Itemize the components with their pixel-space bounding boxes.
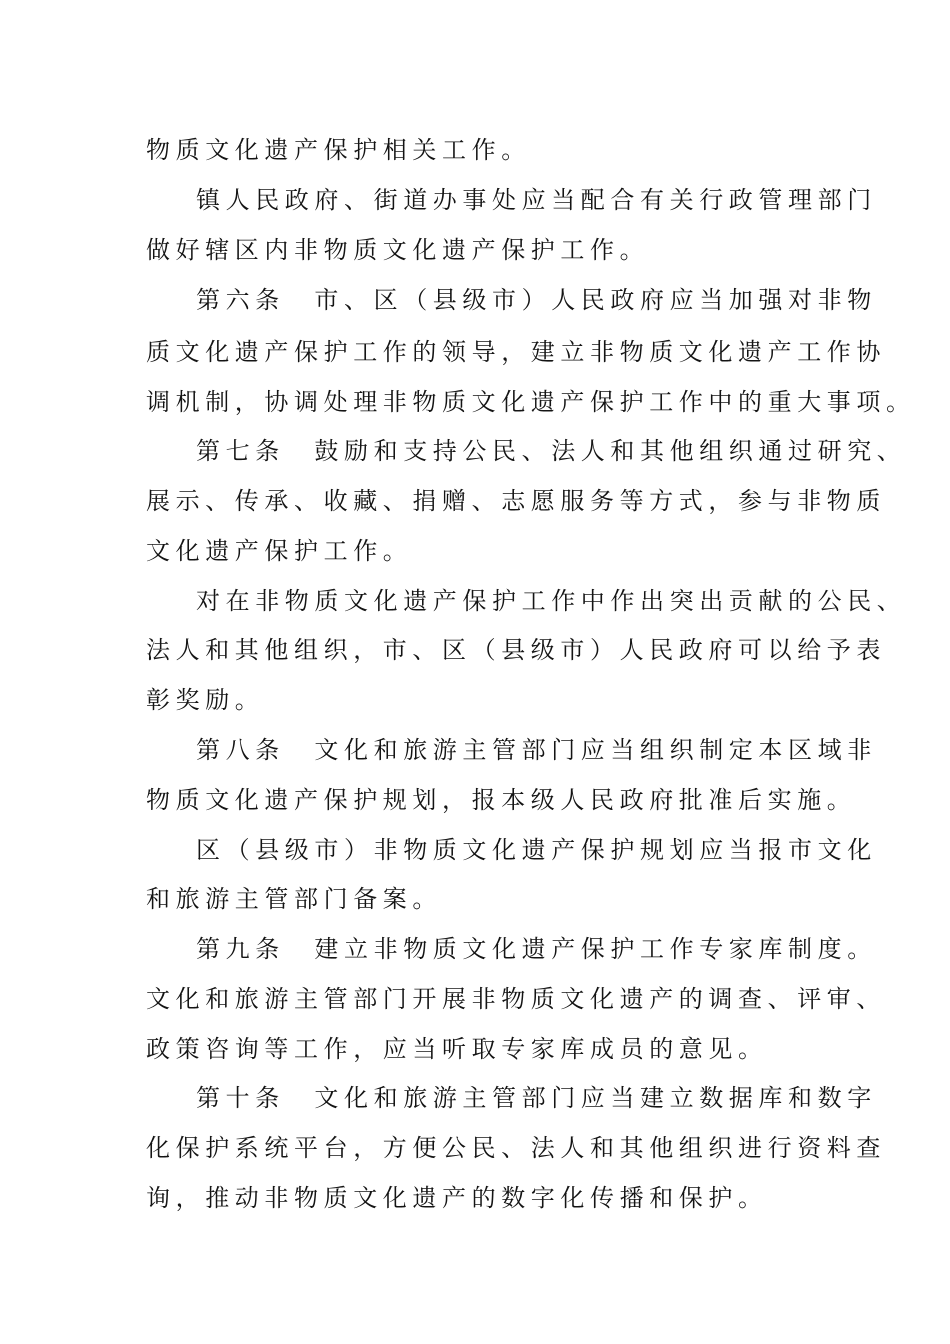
text-line: 做好辖区内非物质文化遗产保护工作。 <box>146 236 650 264</box>
article-10-heading-line: 第十条 文化和旅游主管部门应当建立数据库和数字 <box>196 1084 877 1112</box>
article-9-heading-line: 第九条 建立非物质文化遗产保护工作专家库制度。 <box>196 935 877 963</box>
article-8-heading-line: 第八条 文化和旅游主管部门应当组织制定本区域非 <box>196 736 877 764</box>
text-line: 询，推动非物质文化遗产的数字化传播和保护。 <box>146 1184 768 1212</box>
text-line: 镇人民政府、街道办事处应当配合有关行政管理部门 <box>196 186 877 214</box>
text-line: 质文化遗产保护工作的领导，建立非物质文化遗产工作协 <box>146 338 886 366</box>
article-6-heading-line: 第六条 市、区（县级市）人民政府应当加强对非物 <box>196 286 877 314</box>
text-line: 调机制，协调处理非物质文化遗产保护工作中的重大事项。 <box>146 388 916 416</box>
text-line: 政策咨询等工作，应当听取专家库成员的意见。 <box>146 1035 768 1063</box>
text-line: 化保护系统平台，方便公民、法人和其他组织进行资料查 <box>146 1134 886 1162</box>
text-line: 物质文化遗产保护规划，报本级人民政府批准后实施。 <box>146 786 857 814</box>
text-line: 展示、传承、收藏、捐赠、志愿服务等方式，参与非物质 <box>146 487 886 515</box>
text-line: 文化遗产保护工作。 <box>146 537 413 565</box>
text-line: 文化和旅游主管部门开展非物质文化遗产的调查、评审、 <box>146 985 886 1013</box>
text-line: 和旅游主管部门备案。 <box>146 885 442 913</box>
text-line: 法人和其他组织，市、区（县级市）人民政府可以给予表 <box>146 636 886 664</box>
text-line: 对在非物质文化遗产保护工作中作出突出贡献的公民、 <box>196 587 907 615</box>
text-line: 彰奖励。 <box>146 686 265 714</box>
text-line: 物质文化遗产保护相关工作。 <box>146 136 531 164</box>
text-line: 区（县级市）非物质文化遗产保护规划应当报市文化 <box>196 836 877 864</box>
article-7-heading-line: 第七条 鼓励和支持公民、法人和其他组织通过研究、 <box>196 437 907 465</box>
